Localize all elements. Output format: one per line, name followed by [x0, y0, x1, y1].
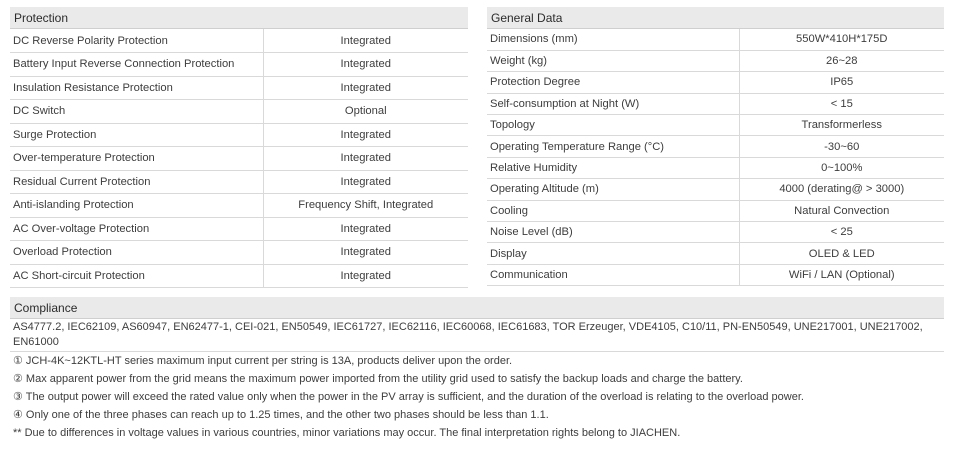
- general-data-header: General Data: [487, 7, 944, 29]
- table-row: [10, 100, 468, 124]
- spec-value: Transformerless: [739, 115, 944, 136]
- footnote: ** Due to differences in voltage values in various countries, minor variations may occur. The final interpretation rights belong to JIACHEN.: [13, 427, 681, 439]
- spec-label: Weight (kg): [487, 50, 739, 71]
- spec-value: < 25: [739, 222, 944, 243]
- spec-label: Cooling: [487, 200, 739, 221]
- spec-value: Integrated: [263, 217, 468, 241]
- table-row: [10, 217, 468, 241]
- table-row: [487, 72, 944, 93]
- general-data-panel: [487, 7, 944, 286]
- spec-value: Integrated: [263, 170, 468, 194]
- footnote: ③ The output power will exceed the rated value only when the power in the PV array is sufficient, and the duration of the overload is relating to the overload power.: [13, 391, 804, 403]
- table-row: [487, 136, 944, 157]
- footnotes: [10, 352, 944, 442]
- spec-label: Battery Input Reverse Connection Protection: [10, 53, 263, 77]
- spec-label: DC Reverse Polarity Protection: [10, 29, 263, 53]
- table-row: [10, 123, 468, 147]
- table-row: [10, 170, 468, 194]
- spec-label: Dimensions (mm): [487, 29, 739, 50]
- protection-header: Protection: [10, 7, 468, 29]
- table-row: [487, 200, 944, 221]
- spec-label: DC Switch: [10, 100, 263, 124]
- spec-label: Topology: [487, 115, 739, 136]
- spec-label: Self-consumption at Night (W): [487, 93, 739, 114]
- spec-value: IP65: [739, 72, 944, 93]
- table-row: [10, 264, 468, 288]
- spec-label: Communication: [487, 264, 739, 285]
- spec-value: Optional: [263, 100, 468, 124]
- spec-value: OLED & LED: [739, 243, 944, 264]
- spec-label: Noise Level (dB): [487, 222, 739, 243]
- spec-value: Frequency Shift, Integrated: [263, 194, 468, 218]
- spec-label: Operating Altitude (m): [487, 179, 739, 200]
- spec-value: < 15: [739, 93, 944, 114]
- spec-label: AC Short-circuit Protection: [10, 264, 263, 288]
- spec-value: WiFi / LAN (Optional): [739, 264, 944, 285]
- spec-label: Overload Protection: [10, 241, 263, 265]
- spec-value: Integrated: [263, 147, 468, 171]
- protection-panel: [10, 7, 468, 288]
- table-row: [487, 50, 944, 71]
- spec-label: Anti-islanding Protection: [10, 194, 263, 218]
- table-row: [487, 115, 944, 136]
- spec-label: Protection Degree: [487, 72, 739, 93]
- spec-value: Integrated: [263, 29, 468, 53]
- footnote: ② Max apparent power from the grid means the maximum power imported from the utility grid used to satisfy the backup loads and charge the battery.: [13, 373, 743, 385]
- table-row: [487, 29, 944, 50]
- table-row: [10, 241, 468, 265]
- table-row: [10, 76, 468, 100]
- compliance-standards: AS4777.2, IEC62109, AS60947, EN62477-1, CEI-021, EN50549, IEC61727, IEC62116, IEC60068, IEC61683, TOR Erzeuger, VDE4105, C10/11, PN-EN50549, UNE217001, UNE217002, EN61000: [10, 320, 944, 352]
- spec-label: Residual Current Protection: [10, 170, 263, 194]
- spec-label: Display: [487, 243, 739, 264]
- compliance-header: Compliance: [10, 297, 944, 319]
- table-row: [487, 157, 944, 178]
- table-row: [487, 243, 944, 264]
- table-row: [10, 29, 468, 53]
- spec-value: 26~28: [739, 50, 944, 71]
- spec-value: Natural Convection: [739, 200, 944, 221]
- spec-value: 550W*410H*175D: [739, 29, 944, 50]
- spec-label: Over-temperature Protection: [10, 147, 263, 171]
- table-row: [10, 147, 468, 171]
- footnote: ④ Only one of the three phases can reach up to 1.25 times, and the other two phases should be less than 1.1.: [13, 409, 549, 421]
- table-row: [487, 264, 944, 285]
- table-row: [10, 53, 468, 77]
- spec-value: Integrated: [263, 264, 468, 288]
- table-row: [10, 194, 468, 218]
- spec-value: Integrated: [263, 53, 468, 77]
- spec-label: Surge Protection: [10, 123, 263, 147]
- spec-value: 0~100%: [739, 157, 944, 178]
- spec-label: Relative Humidity: [487, 157, 739, 178]
- general-data-table: [487, 29, 944, 286]
- spec-value: Integrated: [263, 123, 468, 147]
- footnote: ① JCH-4K~12KTL-HT series maximum input current per string is 13A, products deliver upon the order.: [13, 355, 513, 367]
- table-row: [487, 93, 944, 114]
- protection-table: [10, 29, 468, 288]
- spec-value: 4000 (derating@ > 3000): [739, 179, 944, 200]
- spec-label: Insulation Resistance Protection: [10, 76, 263, 100]
- spec-value: Integrated: [263, 76, 468, 100]
- spec-value: Integrated: [263, 241, 468, 265]
- table-row: [487, 222, 944, 243]
- spec-value: -30~60: [739, 136, 944, 157]
- compliance-section: [10, 320, 944, 442]
- spec-label: AC Over-voltage Protection: [10, 217, 263, 241]
- spec-label: Operating Temperature Range (°C): [487, 136, 739, 157]
- table-row: [487, 179, 944, 200]
